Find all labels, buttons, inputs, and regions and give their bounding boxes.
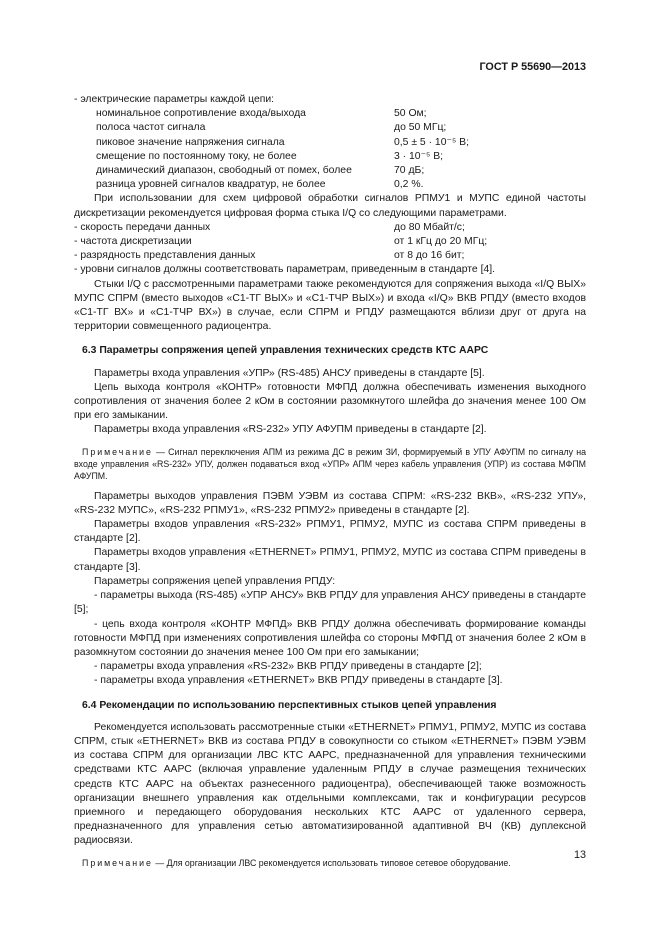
param-row: номинальное сопротивление входа/выхода 50 Ом;	[96, 108, 427, 120]
section-6-4-title: 6.4 Рекомендации по использованию перспективных стыков цепей управления	[82, 699, 497, 711]
param-row: пиковое значение напряжения сигнала 0,5 ± 5 · 10⁻⁵ В;	[96, 136, 469, 148]
sec63-bullet-4: - параметры входа управления «ETHERNET» ВКВ РПДУ приведены в стандарте [3].	[94, 675, 503, 687]
note-label: Примечание	[82, 857, 153, 868]
param-row: разница уровней сигналов квадратур, не более 0,2 %.	[96, 179, 424, 191]
sec63-p7: Параметры сопряжения цепей управления РПДУ:	[94, 575, 336, 587]
sec64-p1: Рекомендуется использовать рассмотренные стыки «ETHERNET» РПМУ1, РПМУ2, МУПС из состава СПРМ, стык «ETHERNET» ВКВ из состава РПДУ в совокупности со стыком «ETHERNET» ПЭВМ УЭВМ из состава СПРМ для организации ЛВС КТС ААРС, предназначенной для управления техническими средствами КТС ААРС (включая управление удаленным РПДУ в случае размещения технических средств КТС ААРС на объектах разнесенного радиоцентра), обеспечивающей также возможность организации внешнего управления как отдельными комплексами, так и конфигурации ресурсов приемного и передающего оборудования нескольких КТС ААРС от удаленного сервера, предназначенного для управления сетью автоматизированной адаптивной ВЧ (КВ) дуплексной радиосвязи.	[74, 721, 586, 847]
document-id: ГОСТ Р 55690—2013	[479, 61, 586, 73]
iq-para: Стыки I/Q с рассмотренными параметрами также рекомендуются для сопряжения выхода «I/Q ВЫХ» МУПС СПРМ (вместо выходов «С1-ТГ ВЫХ» и «С1-ТЧР ВЫХ») и входа «I/Q» ВКВ РПДУ (вместо входов «С1-ТГ ВХ» и «С1-ТЧР ВХ») в случае, если СПРМ и РПДУ размещаются вблизи друг от друга на территории совмещенного радиоцентра.	[74, 278, 586, 333]
sec63-p5: Параметры входов управления «RS-232» РПМУ1, РПМУ2, МУПС из состава СПРМ приведены в стандарте [2].	[74, 519, 586, 545]
note-text: — Сигнал переключения АПМ из режима ДС в режим ЗИ, формируемый в УПУ АФУПМ по сигналу на входе управления «RS-232» УПУ, должен подаваться вход «УПР» АПМ через кабель управления (УПР) из состава МФПМ АФУПМ.	[74, 446, 586, 481]
electrical-params-list	[74, 107, 586, 192]
digital-para: При использовании для схем цифровой обработки сигналов РПМУ1 и МУПС единой частоты дискретизации рекомендуется цифровая форма стыка I/Q со следующими параметрами.	[74, 193, 586, 219]
rate-row: - разрядность представления данных от 8 до 16 бит;	[74, 250, 465, 262]
sec63-bullet-3: - параметры входа управления «RS-232» ВКВ РПДУ приведены в стандарте [2];	[94, 661, 482, 673]
param-row: динамический диапазон, свободный от помех, более 70 дБ;	[96, 165, 425, 177]
sec63-note	[74, 446, 586, 482]
sec63-p3: Параметры входа управления «RS-232» УПУ АФУПМ приведены в стандарте [2].	[94, 424, 487, 436]
levels-item: - уровни сигналов должны соответствовать параметрам, приведенным в стандарте [4].	[74, 264, 496, 276]
sec63-p2: Цепь выхода контроля «КОНТР» готовности МФПД должна обеспечивать изменения выходного сопротивления от значения более 2 кОм в состоянии разомкнутого шлейфа до значения менее 100 Ом при его замыкании.	[74, 381, 586, 422]
sec63-bullet-1: - параметры выхода (RS-485) «УПР АНСУ» ВКВ РПДУ для управления АНСУ приведены в стандарте [5];	[74, 590, 586, 616]
note-label: Примечание	[82, 446, 153, 457]
param-row: смещение по постоянному току, не более 3 · 10⁻⁵ В;	[96, 150, 444, 162]
page-body	[74, 58, 586, 877]
electrical-params-lead: - электрические параметры каждой цепи:	[74, 94, 275, 105]
rate-row: - частота дискретизации от 1 кГц до 20 МГц;	[74, 236, 488, 248]
rate-row: - скорость передачи данных до 80 Мбайт/с;	[74, 221, 465, 233]
param-row: полоса частот сигнала до 50 МГц;	[96, 122, 447, 134]
section-6-3-title: 6.3 Параметры сопряжения цепей управления технических средств КТС ААРС	[82, 345, 489, 357]
sec63-p4: Параметры выходов управления ПЭВМ УЭВМ из состава СПРМ: «RS-232 ВКВ», «RS-232 УПУ», «RS-232 МУПС», «RS-232 РПМУ1», «RS-232 РПМУ2» приведены в стандарте [2].	[74, 490, 586, 516]
page-number: 13	[573, 849, 586, 861]
sec63-p1: Параметры входа управления «УПР» (RS-485) АНСУ приведены в стандарте [5].	[94, 367, 485, 379]
sec63-bullet-2: - цепь входа контроля «КОНТР МФПД» ВКВ РПДУ должна обеспечивать формирование команды готовности МФПД при изменениях сопротивления шлейфа со стороны МФПД от значения более 2 кОм в разомкнутом состоянии до значения менее 100 Ом при его замыкании;	[74, 618, 586, 658]
sec63-p6: Параметры входов управления «ETHERNET» РПМУ1, РПМУ2, МУПС из состава СПРМ приведены в стандарте [3].	[74, 547, 586, 573]
note-text: — Для организации ЛВС рекомендуется использовать типовое сетевое оборудование.	[152, 857, 511, 868]
sec64-note	[74, 857, 586, 869]
